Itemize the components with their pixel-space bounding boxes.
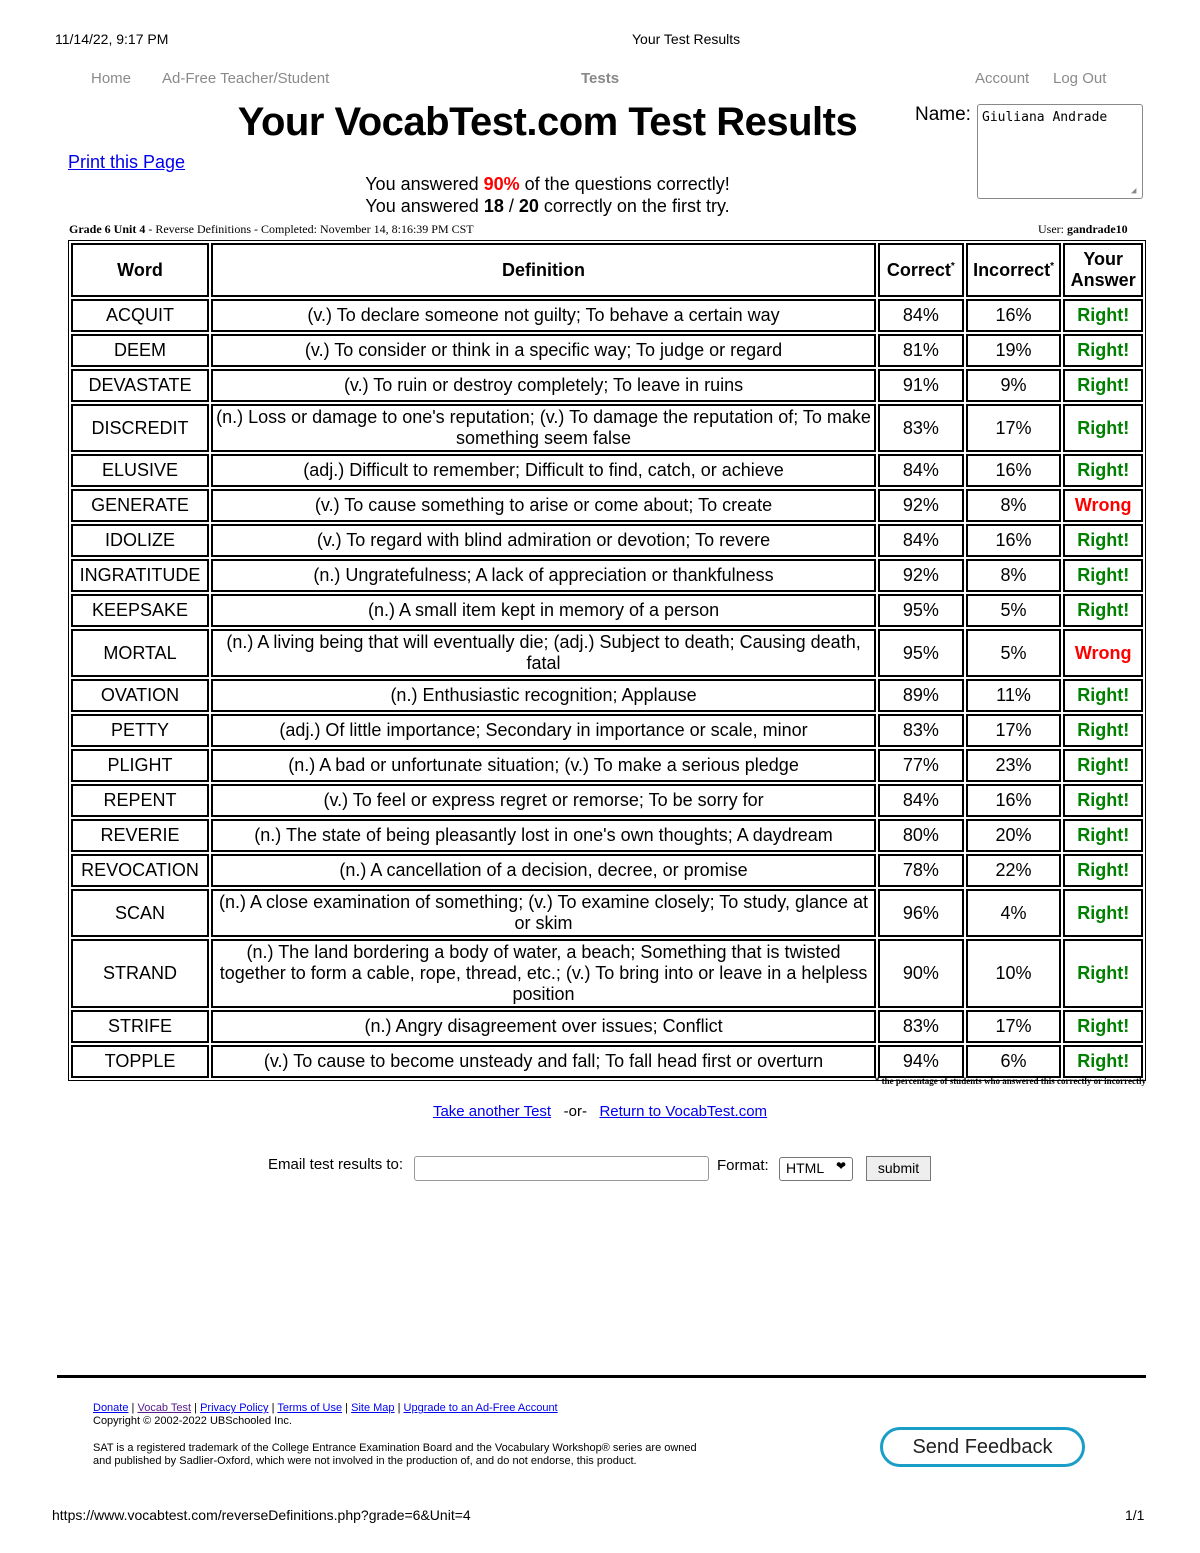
answer-cell: Right!	[1063, 679, 1143, 712]
trademark-line-1: SAT is a registered trademark of the College Entrance Examination Board and the Vocabulary Workshop® series are owned	[93, 1442, 697, 1454]
definition-cell: (n.) A living being that will eventually die; (adj.) Subject to death; Causing death, fatal	[211, 629, 876, 677]
footer-divider	[57, 1375, 1146, 1378]
correct-percent-cell: 83%	[878, 714, 964, 747]
correct-percent-cell: 84%	[878, 454, 964, 487]
word-cell: REPENT	[71, 784, 209, 817]
word-cell: TOPPLE	[71, 1045, 209, 1078]
incorrect-percent-cell: 8%	[966, 559, 1062, 592]
definition-cell: (v.) To cause to become unsteady and fall; To fall head first or overturn	[211, 1045, 876, 1078]
word-cell: REVERIE	[71, 819, 209, 852]
nav-logout[interactable]: Log Out	[1053, 70, 1107, 87]
user-info: User: gandrade10	[1038, 222, 1128, 236]
answer-cell: Right!	[1063, 889, 1143, 937]
word-cell: OVATION	[71, 679, 209, 712]
answer-cell: Wrong	[1063, 489, 1143, 522]
word-cell: STRAND	[71, 939, 209, 1008]
answer-cell: Right!	[1063, 1045, 1143, 1078]
footer-links: Donate | Vocab Test | Privacy Policy | Terms of Use | Site Map | Upgrade to an Ad-Free Account	[93, 1402, 558, 1414]
submit-button[interactable]: submit	[866, 1156, 931, 1181]
answer-cell: Right!	[1063, 334, 1143, 367]
correct-percent-cell: 78%	[878, 854, 964, 887]
incorrect-percent-cell: 19%	[966, 334, 1062, 367]
table-row	[71, 854, 1143, 887]
table-row	[71, 454, 1143, 487]
table-row	[71, 404, 1143, 452]
table-row	[71, 889, 1143, 937]
word-cell: ACQUIT	[71, 299, 209, 332]
col-definition: Definition	[211, 243, 876, 297]
word-cell: IDOLIZE	[71, 524, 209, 557]
word-cell: GENERATE	[71, 489, 209, 522]
incorrect-percent-cell: 17%	[966, 1010, 1062, 1043]
definition-cell: (n.) A bad or unfortunate situation; (v.) To make a serious pledge	[211, 749, 876, 782]
name-label: Name:	[915, 104, 971, 125]
footer-link-privacy[interactable]: Privacy Policy	[200, 1402, 269, 1414]
nav-adfree[interactable]: Ad-Free Teacher/Student	[162, 70, 330, 87]
table-row	[71, 559, 1143, 592]
table-row	[71, 629, 1143, 677]
correct-percent-cell: 81%	[878, 334, 964, 367]
incorrect-percent-cell: 5%	[966, 594, 1062, 627]
answer-cell: Right!	[1063, 369, 1143, 402]
word-cell: REVOCATION	[71, 854, 209, 887]
footer-link-vocab-test[interactable]: Vocab Test	[137, 1402, 192, 1414]
incorrect-percent-cell: 5%	[966, 629, 1062, 677]
summary-percent: You answered 90% of the questions correctly!	[365, 174, 730, 194]
correct-percent-cell: 84%	[878, 299, 964, 332]
correct-percent-cell: 83%	[878, 404, 964, 452]
table-row	[71, 1010, 1143, 1043]
answer-cell: Right!	[1063, 524, 1143, 557]
word-cell: MORTAL	[71, 629, 209, 677]
answer-cell: Right!	[1063, 559, 1143, 592]
definition-cell: (n.) The land bordering a body of water, a beach; Something that is twisted together to form a cable, rope, thread, etc.; (v.) To bring into or leave in a helpless position	[211, 939, 876, 1008]
chevron-down-icon: ❤	[835, 1159, 846, 1173]
incorrect-percent-cell: 8%	[966, 489, 1062, 522]
test-meta: Grade 6 Unit 4 - Reverse Definitions - Completed: November 14, 8:16:39 PM CST	[69, 222, 474, 236]
correct-percent-cell: 84%	[878, 784, 964, 817]
correct-percent-cell: 92%	[878, 489, 964, 522]
definition-cell: (n.) Enthusiastic recognition; Applause	[211, 679, 876, 712]
table-row	[71, 369, 1143, 402]
answer-cell: Right!	[1063, 784, 1143, 817]
word-cell: SCAN	[71, 889, 209, 937]
word-cell: KEEPSAKE	[71, 594, 209, 627]
format-label: Format:	[717, 1157, 769, 1174]
answer-cell: Right!	[1063, 299, 1143, 332]
definition-cell: (n.) The state of being pleasantly lost in one's own thoughts; A daydream	[211, 819, 876, 852]
table-row	[71, 524, 1143, 557]
table-row	[71, 1045, 1143, 1078]
or-separator: -or-	[563, 1103, 587, 1120]
col-incorrect: Incorrect*	[966, 243, 1062, 297]
word-cell: DISCREDIT	[71, 404, 209, 452]
correct-percent-cell: 95%	[878, 594, 964, 627]
take-another-test-link[interactable]: Take another Test	[432, 1103, 552, 1120]
answer-cell: Right!	[1063, 714, 1143, 747]
answer-cell: Right!	[1063, 454, 1143, 487]
nav-tests[interactable]: Tests	[581, 70, 620, 87]
summary-first-try: You answered 18 / 20 correctly on the first try.	[365, 196, 730, 216]
correct-percent-cell: 91%	[878, 369, 964, 402]
table-row	[71, 299, 1143, 332]
definition-cell: (adj.) Of little importance; Secondary in importance or scale, minor	[211, 714, 876, 747]
print-page-number: 1/1	[1125, 1507, 1145, 1523]
table-row	[71, 489, 1143, 522]
incorrect-percent-cell: 4%	[966, 889, 1062, 937]
word-cell: INGRATITUDE	[71, 559, 209, 592]
incorrect-percent-cell: 6%	[966, 1045, 1062, 1078]
incorrect-percent-cell: 9%	[966, 369, 1062, 402]
word-cell: ELUSIVE	[71, 454, 209, 487]
score-percent: 90%	[483, 174, 520, 194]
definition-cell: (n.) A cancellation of a decision, decree, or promise	[211, 854, 876, 887]
footer-link-sitemap[interactable]: Site Map	[351, 1402, 395, 1414]
footer-link-donate[interactable]: Donate	[93, 1402, 129, 1414]
definition-cell: (n.) A small item kept in memory of a person	[211, 594, 876, 627]
definition-cell: (n.) Loss or damage to one's reputation; (v.) To damage the reputation of; To make something seem false	[211, 404, 876, 452]
incorrect-percent-cell: 16%	[966, 524, 1062, 557]
answer-cell: Right!	[1063, 404, 1143, 452]
table-row	[71, 784, 1143, 817]
definition-cell: (n.) A close examination of something; (v.) To examine closely; To study, glance at or skim	[211, 889, 876, 937]
incorrect-percent-cell: 10%	[966, 939, 1062, 1008]
word-cell: DEVASTATE	[71, 369, 209, 402]
col-word: Word	[71, 243, 209, 297]
definition-cell: (v.) To declare someone not guilty; To behave a certain way	[211, 299, 876, 332]
definition-cell: (n.) Angry disagreement over issues; Conflict	[211, 1010, 876, 1043]
footer-link-terms[interactable]: Terms of Use	[277, 1402, 343, 1414]
correct-percent-cell: 94%	[878, 1045, 964, 1078]
correct-percent-cell: 92%	[878, 559, 964, 592]
send-feedback-button[interactable]: Send Feedback	[880, 1427, 1085, 1467]
email-label: Email test results to:	[268, 1156, 404, 1173]
incorrect-percent-cell: 16%	[966, 454, 1062, 487]
definition-cell: (v.) To ruin or destroy completely; To leave in ruins	[211, 369, 876, 402]
definition-cell: (v.) To feel or express regret or remorse; To be sorry for	[211, 784, 876, 817]
correct-percent-cell: 90%	[878, 939, 964, 1008]
col-correct: Correct*	[878, 243, 964, 297]
incorrect-percent-cell: 23%	[966, 749, 1062, 782]
table-row	[71, 594, 1143, 627]
table-header-row	[71, 243, 1143, 297]
print-page-link[interactable]: Print this Page	[68, 152, 186, 172]
col-answer: Your Answer	[1063, 243, 1143, 297]
page-title: Your VocabTest.com Test Results	[237, 100, 858, 144]
word-cell: PETTY	[71, 714, 209, 747]
incorrect-percent-cell: 20%	[966, 819, 1062, 852]
incorrect-percent-cell: 17%	[966, 404, 1062, 452]
correct-percent-cell: 80%	[878, 819, 964, 852]
answer-cell: Wrong	[1063, 629, 1143, 677]
format-select[interactable]: HTML ❤	[779, 1157, 853, 1181]
correct-percent-cell: 77%	[878, 749, 964, 782]
table-row	[71, 819, 1143, 852]
correct-percent-cell: 89%	[878, 679, 964, 712]
incorrect-percent-cell: 22%	[966, 854, 1062, 887]
table-row	[71, 714, 1143, 747]
answer-cell: Right!	[1063, 1010, 1143, 1043]
table-row	[71, 749, 1143, 782]
incorrect-percent-cell: 16%	[966, 784, 1062, 817]
answer-cell: Right!	[1063, 939, 1143, 1008]
return-home-link[interactable]: Return to VocabTest.com	[599, 1103, 768, 1120]
definition-cell: (v.) To cause something to arise or come about; To create	[211, 489, 876, 522]
footer-link-upgrade[interactable]: Upgrade to an Ad-Free Account	[403, 1402, 558, 1414]
table-row	[71, 939, 1143, 1008]
copyright: Copyright © 2002-2022 UBSchooled Inc.	[93, 1415, 292, 1427]
word-cell: DEEM	[71, 334, 209, 367]
definition-cell: (n.) Ungratefulness; A lack of appreciation or thankfulness	[211, 559, 876, 592]
email-input[interactable]	[414, 1156, 709, 1181]
print-url: https://www.vocabtest.com/reverseDefinitions.php?grade=6&Unit=4	[52, 1507, 471, 1523]
incorrect-percent-cell: 11%	[966, 679, 1062, 712]
action-links	[0, 1103, 1200, 1120]
incorrect-percent-cell: 17%	[966, 714, 1062, 747]
word-cell: STRIFE	[71, 1010, 209, 1043]
table-row	[71, 334, 1143, 367]
table-row	[71, 679, 1143, 712]
name-value: Giuliana Andrade	[982, 110, 1108, 125]
footnote: * the percentage of students who answered this correctly or incorrectly	[874, 1076, 1146, 1086]
answer-cell: Right!	[1063, 749, 1143, 782]
trademark-line-2: and published by Sadlier-Oxford, which were not involved in the production of, and do not endorse, this product.	[93, 1455, 637, 1467]
word-cell: PLIGHT	[71, 749, 209, 782]
correct-percent-cell: 96%	[878, 889, 964, 937]
definition-cell: (v.) To regard with blind admiration or devotion; To revere	[211, 524, 876, 557]
answer-cell: Right!	[1063, 819, 1143, 852]
nav-home[interactable]: Home	[91, 70, 132, 87]
incorrect-percent-cell: 16%	[966, 299, 1062, 332]
correct-percent-cell: 84%	[878, 524, 964, 557]
print-datetime: 11/14/22, 9:17 PM	[55, 31, 169, 47]
definition-cell: (adj.) Difficult to remember; Difficult to find, catch, or achieve	[211, 454, 876, 487]
resize-handle-icon[interactable]: ◢	[1131, 186, 1137, 196]
correct-percent-cell: 95%	[878, 629, 964, 677]
print-doc-title: Your Test Results	[632, 31, 741, 47]
nav-account[interactable]: Account	[975, 70, 1030, 87]
answer-cell: Right!	[1063, 854, 1143, 887]
answer-cell: Right!	[1063, 594, 1143, 627]
definition-cell: (v.) To consider or think in a specific way; To judge or regard	[211, 334, 876, 367]
results-table	[68, 240, 1146, 1081]
correct-percent-cell: 83%	[878, 1010, 964, 1043]
